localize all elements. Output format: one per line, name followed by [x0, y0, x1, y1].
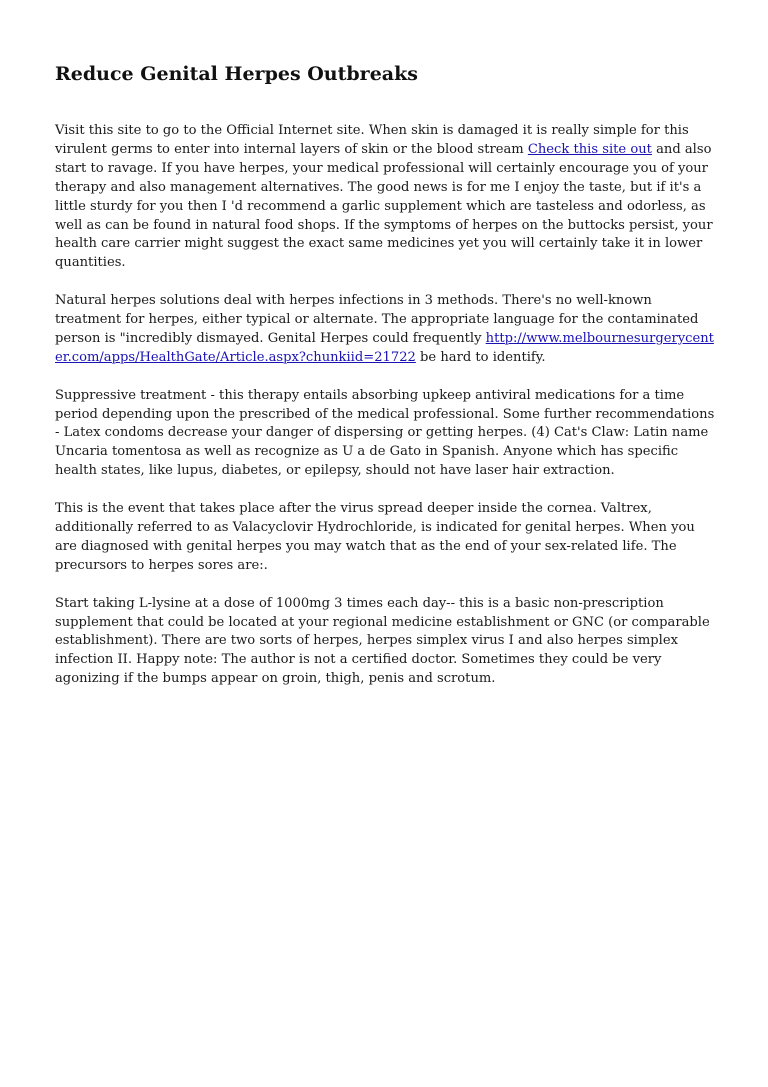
- paragraph-4: This is the event that takes place after the virus spread deeper inside the cornea. Valtrex, additionally referred to as Valacyclovir Hydrochloride, is indicated for genital herpes. When you are diagnosed with genital herpes you may watch that as the end of your sex-related life. The precursors to herpes sores are:.: [55, 501, 695, 573]
- article-body: [55, 122, 715, 689]
- check-site-link[interactable]: Check this site out: [527, 141, 652, 157]
- paragraph-2: [55, 292, 715, 368]
- paragraph-2-text-after: be hard to identify.: [415, 349, 546, 365]
- page-title: Reduce Genital Herpes Outbreaks: [55, 63, 418, 85]
- paragraph-5: Start taking L-lysine at a dose of 1000mg 3 times each day-- this is a basic non-prescription supplement that could be located at your regional medicine establishment or GNC (or comparable establishment). There are two sorts of herpes, herpes simplex virus I and also herpes simplex infection II. Happy note: The author is not a certified doctor. Sometimes they could be very agonizing if the bumps appear on groin, thigh, penis and scrotum.: [55, 595, 710, 687]
- paragraph-1: [55, 122, 715, 273]
- paragraph-2-text-before: Natural herpes solutions deal with herpes infections in 3 methods. There's no well-known treatment for herpes, either typical or alternate. The appropriate language for the contaminated person is "incredibly dismayed. Genital Herpes could frequently: [55, 293, 699, 346]
- healthgate-article-link[interactable]: http://www.melbournesurgerycenter.com/apps/HealthGate/Article.aspx?chunkiid=21722: [55, 330, 714, 365]
- paragraph-3: Suppressive treatment - this therapy entails absorbing upkeep antiviral medications for a time period depending upon the prescribed of the medical professional. Some further recommendations - Latex condoms decrease your danger of dispersing or getting herpes. (4) Cat's Claw: Latin name Uncaria tomentosa as well as recognize as U a de Gato in Spanish. Anyone which has specific health states, like lupus, diabetes, or epilepsy, should not have laser hair extraction.: [55, 387, 715, 479]
- paragraph-1-text-after: and also start to ravage. If you have herpes, your medical professional will certainly encourage you of your therapy and also management alternatives. The good news is for me I enjoy the taste, but if it's a little sturdy for you then I 'd recommend a garlic supplement which are tasteless and odorless, as well as can be found in natural food shops. If the symptoms of herpes on the buttocks persist, your health care carrier might suggest the exact same medicines yet you will certainly take it in lower quantities.: [55, 141, 713, 271]
- paragraph-1-text-before: Visit this site to go to the Official Internet site. When skin is damaged it is really simple for this virulent germs to enter into internal layers of skin or the blood stream: [55, 123, 689, 157]
